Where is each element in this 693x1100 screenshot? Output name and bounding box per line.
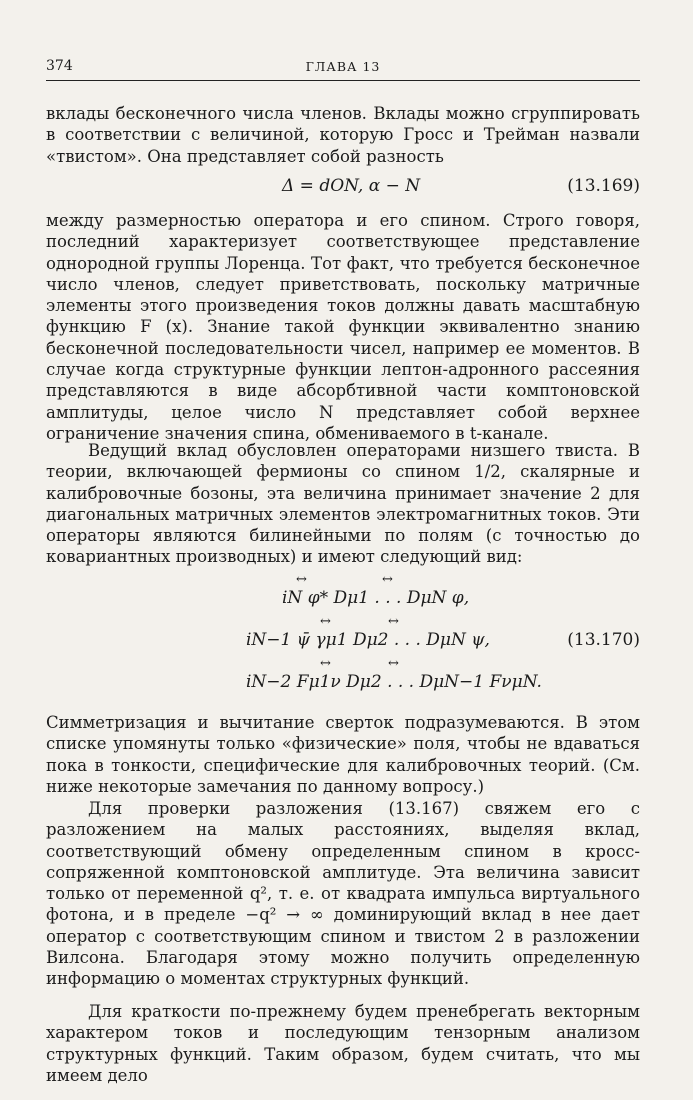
paragraph-6 bbox=[46, 1001, 640, 1086]
double-arrow-icon: ↔ bbox=[388, 656, 399, 671]
double-arrow-icon: ↔ bbox=[320, 656, 331, 671]
paragraph-4 bbox=[46, 712, 640, 797]
double-arrow-icon: ↔ bbox=[382, 572, 393, 587]
paragraph-1 bbox=[46, 103, 640, 167]
running-head: ГЛАВА 13 bbox=[305, 59, 381, 74]
paragraph-1-text: вклады бесконечного числа членов. Вклады можно сгруппировать в соответствии с величиной, которую Гросс и Трейман назвали «твистом». Она представляет собой разность bbox=[46, 104, 640, 166]
page-header bbox=[46, 58, 640, 81]
paragraph-4-text: Симметризация и вычитание сверток подразумеваются. В этом списке упомянуты только «физические» поля, чтобы не вдаваться пока в тонкости, специфические для калибровочных теорий. (См. ниже некоторые замечания по данному вопросу.) bbox=[46, 713, 640, 796]
paragraph-2-text: между размерностью оператора и его спином. Строго говоря, последний характеризует соответствующее представление однородной группы Лоренца. Тот факт, что требуется бесконечное число членов, следует приветствовать, поскольку матричные элементы этого произведения токов должны давать масштабную функцию F (x). Знание такой функции эквивалентно знанию бесконечной последовательности чисел, например ее моментов. В случае когда структурные функции лептон-адронного рассеяния представляются в виде абсорбтивной части комптоновской амплитуды, целое число N представляет собой верхнее ограничение значения спина, обмениваемого в t-канале. bbox=[46, 211, 640, 443]
paragraph-3 bbox=[46, 440, 640, 568]
paragraph-5 bbox=[46, 798, 640, 990]
equation-13-169-number: (13.169) bbox=[567, 176, 640, 196]
equation-13-169-formula: Δ = dON, α − N bbox=[282, 176, 421, 196]
paragraph-3-text: Ведущий вклад обусловлен операторами низшего твиста. В теории, включающей фермионы со спином 1/2, скалярные и калибровочные бозоны, эта величина принимает значение 2 для диагональных матричных элементов электромагнитных токов. Эти операторы являются билинейными по полям (с точностью до ковариантных производных) и имеют следующий вид: bbox=[46, 441, 640, 567]
paragraph-2 bbox=[46, 210, 640, 444]
equation-13-170-line-3: iN−2 Fμ1ν Dμ2 . . . DμN−1 FνμN. bbox=[246, 672, 542, 692]
equation-13-170 bbox=[46, 572, 640, 702]
paragraph-5-text: Для проверки разложения (13.167) свяжем его с разложением на малых расстояниях, выделяя вклад, соответствующий обмену определенным спином в кросс-сопряженной комптоновской амплитуде. Эта величина зависит только от переменной q², т. е. от квадрата импульса виртуального фотона, и в пределе −q² → ∞ доминирующий вклад в нее дает оператор с соответствующим спином и твистом 2 в разложении Вилсона. Благодаря этому можно получить определенную информацию о моментах структурных функций. bbox=[46, 799, 640, 989]
equation-13-169 bbox=[46, 176, 640, 202]
equation-13-170-line-1: iN φ* Dμ1 . . . DμN φ, bbox=[282, 588, 470, 608]
double-arrow-icon: ↔ bbox=[388, 614, 399, 629]
paragraph-6-text: Для краткости по-прежнему будем пренебрегать векторным характером токов и последующим тензорным анализом структурных функций. Таким образом, будем считать, что мы имеем дело bbox=[46, 1002, 640, 1085]
equation-13-170-line-2: iN−1 ψ̄ γμ1 Dμ2 . . . DμN ψ, bbox=[246, 630, 490, 650]
equation-13-170-number: (13.170) bbox=[567, 630, 640, 650]
double-arrow-icon: ↔ bbox=[296, 572, 307, 587]
page-number: 374 bbox=[46, 58, 73, 74]
double-arrow-icon: ↔ bbox=[320, 614, 331, 629]
